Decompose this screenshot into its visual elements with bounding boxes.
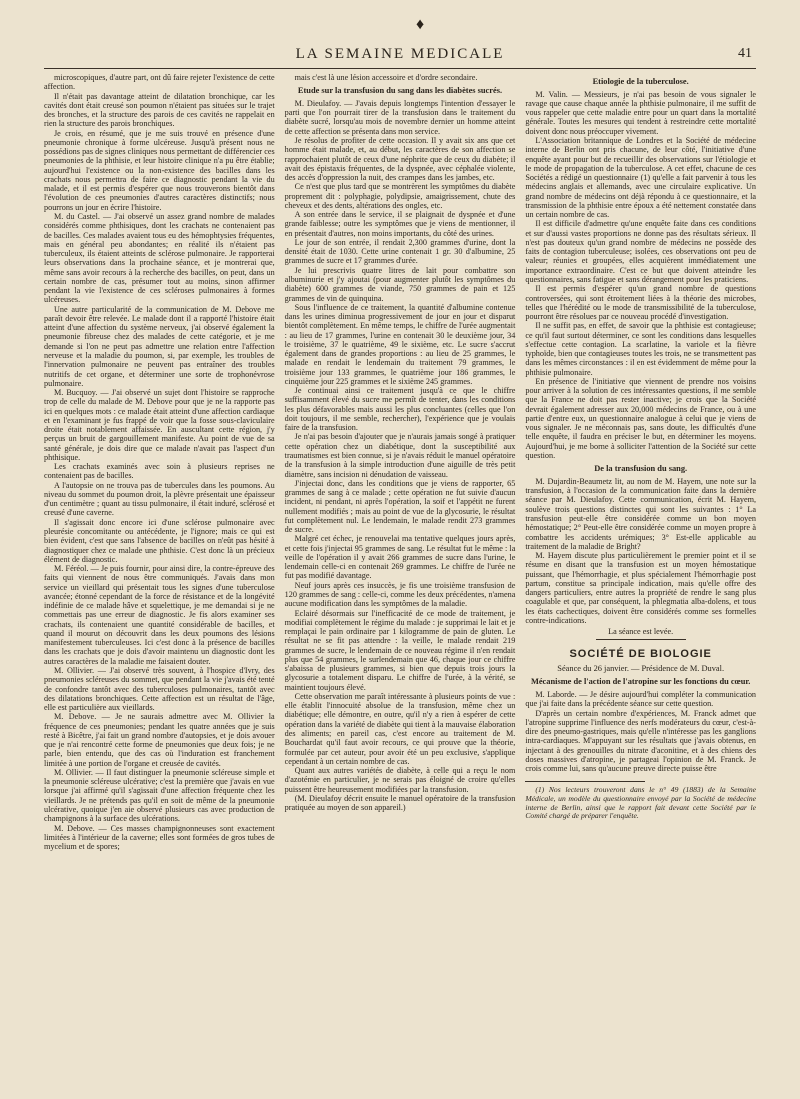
paragraph: M. Féréol. — Je puis fournir, pour ainsi dire, la contre-épreuve des faits qui viennent de nous être communiqués. J'avais dans mon service un vieillard qui présentait tous les signes d'une tuberculose avancée; étonné cependant de la force de résistance et de la longévité indéfinie de ce malade hâve et squelettique, je me demandai si je ne commettais pas une erreur de diagnostic. Je fis alors examiner ses crachats, ils contenaient une quantité considérable de bacilles, et quand il mourut on découvrit dans les deux poumons des lésions manifestement tuberculeuses. Ici c'est donc à la présence de bacilles dans les crachats que je dois d'avoir maintenu un diagnostic dont les autres caractères de la maladie me faisaient douter. [44, 564, 275, 666]
footnote-divider [525, 781, 645, 782]
paragraph: En présence de l'initiative que viennent de prendre nos voisins pour arriver à la solution de ces intéressantes questions, il me semble que la France ne doit pas rester inactive; je crois que la Société devrait également adresser aux 20,000 médecins de France, ou à une partie d'entre eux, un questionnaire analogue à celui que je viens de vous signaler. Je ne méconnais pas, sans doute, les difficultés d'une telle enquête, il faudra en préciser le but, en déterminer les moyens. Aujourd'hui, je me borne à solliciter l'attention de la Société sur cette question. [525, 376, 757, 461]
session-closing: La séance est levée. [608, 627, 674, 637]
paragraph: Il n'était pas davantage atteint de dilatation bronchique, car les cavités dont était creusé son poumon n'étaient pas situées sur le trajet des bronches, et la structure des parois de ces cavités ne rappelait en rien la structure des parois bronchiques. [44, 91, 275, 129]
paragraph: M. Bucquoy. — J'ai observé un sujet dont l'histoire se rapproche trop de celle du malade de M. Debove pour que je ne la rapporte pas ici en quelques mots : ce malade était atteint d'une affection cardiaque et en l'examinant je fus frappé de voir que la fosse sous-claviculaire droite était notablement affaissée. En auscultant cette région, j'y perçus un bruit de gargouillement manifeste. Au point de vue de sa santé générale, je dois dire que ce malade n'avait pas l'aspect d'un phthisique. [44, 388, 275, 462]
section-title: De la transfusion du sang. [594, 464, 688, 474]
column-3 [525, 73, 756, 851]
paragraph: J'injectai donc, dans les conditions que je viens de rapporter, 65 grammes de sang à ce malade ; cette opération ne fut suivie d'aucun incident, ni pendant, ni après l'opération, la soif et l'appétit ne furent nullement modifiés ; mais au point de vue de la glycosurie, le résultat fut complètement nul. Le lendemain, le malade rendit 273 grammes de sucre. [284, 478, 516, 535]
paragraph: Je continuai ainsi ce traitement jusqu'à ce que le chiffre suffisamment élevé du sucre me permît de tenter, dans les conditions les plus défavorables mais aussi les plus concluantes (celles que l'on doit toujours, il me semble, rechercher), l'expérience que je voulais faire de la transfusion. [284, 386, 516, 433]
paragraph: Malgré cet échec, je renouvelai ma tentative quelques jours après, et cette fois j'injectai 95 grammes de sang. Le résultat fut le même : la veille de l'opération il y avait 266 grammes de sucre dans l'urine, le lendemain celle-ci en contenait 269 grammes. Le chiffre de l'urée ne fut pas modifié davantage. [284, 534, 516, 581]
paragraph: Le jour de son entrée, il rendait 2,300 grammes d'urine, dont la densité était de 1030. Cette urine contenait 1 gr. 30 d'albumine, 25 grammes de sucre et 17 grammes d'urée. [284, 237, 516, 266]
paragraph: M. Dieulafoy. — J'avais depuis longtemps l'intention d'essayer le parti que l'on pourrait tirer de la transfusion dans le traitement du diabète sucré, lorsqu'au mois de novembre dernier un homme atteint de cette affection se présenta dans mon service. [284, 98, 516, 136]
paragraph: D'après un certain nombre d'expériences, M. Franck admet que l'atropine supprime l'influence des nerfs modérateurs du cœur, c'est-à-dire des pneumo-gastriques, mais qu'elle n'intéresse pas les ganglions intra-cardiaques. M'appuyant sur les résultats que j'avais obtenus, en injectant à des grenouilles du nitrate d'aconitine, et à des chiens des doses massives d'atropine, je partageai l'opinion de M. Franck. Je crois comme lui, sans qu'aucune preuve directe puisse être [525, 708, 757, 774]
paragraph: A l'autopsie on ne trouva pas de tubercules dans les poumons. Au niveau du sommet du poumon droit, la plèvre présentait une épaisseur d'un centimètre ; quant au tissu pulmonaire, il était induré, sclérosé et creusé d'une caverne. [44, 480, 275, 518]
paragraph: Une autre particularité de la communication de M. Debove me paraît devoir être relevée. Le malade dont il a rapporté l'histoire était atteint d'une affection du système nerveux, j'ai observé également la pneumonie fibreuse chez des malades de cette catégorie, et je me demande si l'on ne peut pas admettre une relation entre l'affection nerveuse et la maladie du poumon, si, par exemple, les troubles de l'innervation pulmonaire ne peuvent pas entraîner des troubles nutritifs de cet organe, et déterminer une sorte de trophonévrose pulmonaire. [44, 304, 275, 388]
paragraph: M. du Castel. — J'ai observé un assez grand nombre de malades considérés comme phthisiques, dont les crachats ne contenaient pas de bacilles. Ces malades avaient tous eu des hémophtysies fréquentes, mais en général peu abondantes; en réalité ils n'étaient pas tuberculeux, ils étaient atteints de sclérose pulmonaire. Je rapporterai leurs observations dans la prochaine séance, et je montrerai que, même sans avoir recours à la recherche des bacilles, on peut, dans un certain nombre de cas, présumer tout au moins, sinon affirmer pendant la vie l'existence de ces scléroses pulmonaires à formes ulcéreuses. [44, 211, 275, 305]
paragraph: (M. Dieulafoy décrit ensuite le manuel opératoire de la transfusion pratiquée au moyen de son appareil.) [284, 793, 516, 813]
paragraph: A son entrée dans le service, il se plaignait de dyspnée et d'une grande faiblesse; outre les symptômes que je viens de mentionner, il en présentait d'autres, non moins importants, du côté des urines. [284, 210, 516, 238]
column-2 [285, 73, 516, 851]
running-title: LA SEMAINE MEDICALE [295, 46, 505, 62]
paragraph: M. Ollivier. — J'ai observé très souvent, à l'hospice d'Ivry, des pneumonies scléreuses du sommet, que pendant la vie j'avais été tenté de confondre tantôt avec des tuberculoses pulmonaires, tantôt avec des dilatations bronchiques. Cette affection est un résultat de l'âge, elle est particulière aux vieillards. [44, 666, 275, 713]
text-columns [44, 73, 756, 851]
paragraph: Les crachats examinés avec soin à plusieurs reprises ne contenaient pas de bacilles. [44, 462, 275, 481]
paragraph: M. Debove. — Ces masses champignonneuses sont exactement limitées à l'intérieur de la caverne; elles sont formées de gros tubes de mycelium et de spores; [44, 823, 275, 852]
paragraph: M. Hayem discute plus particulièrement le premier point et il se résume en disant que la transfusion est un moyen hémostatique puissant, que l'hémorrhagie, et plus spécialement l'hémorrhagie post partum, constitue sa principale indication, mais qu'elle offre des dangers particuliers, entre autres la propriété de rendre le sang plus coagulable et que, par conséquent, la phlegmatia alba-dolens, et tous les états cachectiques, doivent être considérés comme ses formelles contre-indications. [525, 551, 757, 625]
paragraph: Je crois, en résumé, que je me suis trouvé en présence d'une pneumonie chronique à forme ulcéreuse. Jusqu'à présent nous ne possédions pas de signes cliniques nous permettant de différencier ces pneumonies de la phthisie, et leur histoire clinique n'a pu être établie; aujourd'hui l'existence ou la non-existence des bacilles dans les crachats nous permettra de faire ce diagnostic pendant la vie du malade, et il est permis d'espérer que nous trouverons bientôt dans l'évolution de ces pneumonies d'autres caractères distinctifs; nous pourrons un jour en écrire l'histoire. [44, 128, 275, 212]
society-title: SOCIÉTÉ DE BIOLOGIE [569, 648, 712, 661]
paragraph: Je lui prescrivis quatre litres de lait pour combattre son albuminurie et j'y ajoutai (pour augmenter plutôt les symptômes du diabète) 600 grammes de viande, 750 grammes de pain et 125 grammes de vin de quinquina. [284, 265, 516, 303]
paragraph: Il ne suffit pas, en effet, de savoir que la phthisie est contagieuse; ce qu'il faut surtout déterminer, ce sont les conditions dans lesquelles s'effectue cette contagion. La scarlatine, la variole et la fièvre typhoïde, bien que contagieuses toutes les trois, ne se transmettent pas dans les mêmes circonstances : il en est évidemment de même pour la phthisie pulmonaire. [525, 321, 757, 377]
paragraph: M. Dujardin-Beaumetz lit, au nom de M. Hayem, une note sur la transfusion, à l'occasion de la communication faite dans la dernière séance par M. Dieulafoy. Cette communication, écrit M. Hayem, soulève trois questions distinctes qui sont les suivantes : 1° La transfusion peut-elle être considérée comme un bon moyen hémostatique; 2° Peut-elle être considérée comme un moyen propre à combattre les accidents urémiques; 3° Est-elle applicable au traitement de la maladie de Bright? [525, 476, 757, 551]
footnote: (1) Nos lecteurs trouveront dans le n° 49 (1883) de la Semaine Médicale, un modèle du questionnaire envoyé par la Société de médecine interne de Berlin, ainsi que le rapport fait devant cette Société par le Comité chargé de préparer l'enquête. [525, 785, 757, 821]
paragraph: Cette observation me paraît intéressante à plusieurs points de vue : elle établit l'innocuité absolue de la transfusion, même chez un diabétique; elle démontre, en outre, qu'il n'y a rien à espérer de cette opération dans la variété de diabète qui tient à la mauvaise élaboration des aliments; en pareil cas, c'est encore au traitement de M. Bouchardat qu'il faut avoir recours, ce qui prouve que la théorie, formulée par cet auteur, pour avoir été un peu exclusive, s'applique cependant à un certain nombre de cas. [284, 691, 516, 766]
paragraph: Quant aux autres variétés de diabète, à celle qui a reçu le nom d'azotémie en particulier, je ne serais pas éloigné de croire qu'elles puissent être heureusement modifiées par la transfusion. [284, 766, 516, 794]
paragraph: Neuf jours après ces insuccès, je fis une troisième transfusion de 120 grammes de sang : celle-ci, comme les deux précédentes, n'amena aucune modification dans les symptômes de la maladie. [284, 580, 516, 609]
paragraph: Il s'agissait donc encore ici d'une sclérose pulmonaire avec pleurésie concomitante ou antécédente, je l'ignore; mais ce qui est bien évident, c'est que sans l'absence de bacilles on n'eût pas hésité à diagnostiquer chez ce malade une phthisie. C'est donc là un précieux élément de diagnostic. [44, 517, 275, 564]
paragraph: M. Valin. — Messieurs, je n'ai pas besoin de vous signaler le ravage que cause chaque année la phthisie pulmonaire, il me suffit de vous rappeler que cette maladie entre pour un quart dans la mortalité générale. Toutes les mesures qui tendent à restreindre cette mortalité doivent donc nous préoccuper vivement. [525, 89, 757, 136]
section-divider [596, 639, 686, 640]
section-title: Etude sur la transfusion du sang dans les diabètes sucrés. [297, 86, 503, 96]
paragraph: Je n'ai pas besoin d'ajouter que je n'aurais jamais songé à pratiquer cette opération chez un diabétique, dont la susceptibilité aux traumatismes est bien connue, si je n'avais réduit le manuel opératoire de la transfusion à la simple introduction d'une aiguille de très petit diamètre, sans incision ni dénudation de vaisseau. [284, 432, 516, 479]
section-title: Mécanisme de l'action de l'atropine sur les fonctions du cœur. [530, 677, 751, 687]
paragraph: Il est permis d'espérer qu'un grand nombre de questions controversées, qui sont étroitement liées à la théorie des microbes, telles que l'hérédité ou le mode de transmissibilité de la tuberculose, pourront être résolues par ce nouveau procédé d'investigation. [525, 284, 757, 322]
column-1 [44, 73, 275, 851]
paragraph: microscopiques, d'autre part, ont dû faire rejeter l'existence de cette affection. [44, 73, 275, 92]
page-header [44, 16, 756, 69]
paragraph: Il est difficile d'admettre qu'une enquête faite dans ces conditions et sur d'aussi vastes proportions ne donne pas des résultats sérieux. Il n'est pas douteux qu'un grand nombre de médecins ne possède des faits de contagion tuberculeuse; isolées, ces observations ont peu de valeur; réunies et groupées, elles acquièrent immédiatement une importance extraordinaire. C'est ce but que doivent atteindre les questionnaires, sans fatigue et sans dérangement pour les praticiens. [525, 219, 757, 284]
ink-mark-icon: ♦ [416, 16, 425, 33]
paragraph: M. Ollivier. — Il faut distinguer la pneumonie scléreuse simple et la pneumonie scléreuse ulcérative; c'est la première que j'avais en vue lorsque j'ai affirmé qu'il s'agissait d'une affection fréquente chez les vieillards. Je ne prétends pas qu'il en soit de même de la pneumonie ulcérative, quoique j'en aie observé plusieurs cas avec production de champignons à la surface des ulcérations. [44, 767, 275, 824]
paragraph: mais c'est là une lésion accessoire et d'ordre secondaire. [294, 73, 478, 82]
paragraph: Ce n'est que plus tard que se montrèrent les symptômes du diabète proprement dit : polyphagie, polydipsie, amaigrissement, chute des cheveux et des dents, altérations des ongles, etc. [284, 182, 516, 210]
paragraph: Eclairé désormais sur l'inefficacité de ce mode de traitement, je modifiai complètement le régime du malade : je supprimai le lait et je remplaçai le pain ordinaire par 1 kilogramme de pain de gluten. Le résultat ne se fit pas attendre : la veille, le malade rendait 219 grammes de sucre, le lendemain de ce nouveau régime il n'en rendait plus que 54 grammes, le surlendemain que 46, chaque jour ce chiffre s'abaissa de plusieurs grammes, si bien que depuis trois jours la glycosurie a totalement disparu. Le chiffre de l'urée, à la vérité, se maintient toujours élevé. [284, 608, 516, 692]
paragraph: M. Laborde. — Je désire aujourd'hui compléter la communication que j'ai faite dans la précédente séance sur cette question. [525, 690, 757, 709]
page-number: 41 [738, 46, 752, 61]
seance-line: Séance du 26 janvier. — Présidence de M. Duval. [557, 663, 725, 673]
section-title: Etiologie de la tuberculose. [592, 77, 689, 86]
paragraph: Sous l'influence de ce traitement, la quantité d'albumine contenue dans les urines diminua progressivement de jour en jour et disparut bientôt complètement. En même temps, le chiffre de l'urée augmentait : au lieu de 17 grammes, l'urine en contenait 30 le deuxième jour, 34 le troisième, 37 le quatrième, 49 le sixième, etc. Le sucre s'accrut également dans de grandes proportions : au lieu de 25 grammes, le malade en rendait le lendemain du traitement 79 grammes, le troisième jour 133 grammes, le quatrième jour 186 grammes, le cinquième jour 225 grammes et le sixième 245 grammes. [284, 302, 516, 386]
paragraph: M. Debove. — Je ne saurais admettre avec M. Ollivier la fréquence de ces pneumonies; pendant les quatre années que je suis resté à Bicêtre, j'ai fait un grand nombre d'autopsies, et je dois avouer que je n'ai rencontré cette forme de pneumonies que deux fois; je ne parle, bien entendu, que des cas où l'induration est franchement limitée à une portion de l'organe et creusée de cavités. [44, 712, 275, 768]
paragraph: Je résolus de profiter de cette occasion. Il y avait six ans que cet homme était malade, et, au début, les caractères de son affection se rapprochaient plutôt de ceux d'une néphrite que de ceux du diabète; il avait des épistaxis fréquentes, de la dyspnée, avec céphalée violente, des accès d'oppression la nuit, des crampes dans les jambes, etc. [284, 135, 516, 183]
paragraph: L'Association britannique de Londres et la Société de médecine interne de Berlin ont pris chacune, de leur côté, l'initiative d'une enquête ayant pour but de recueillir des observations sur l'étiologie et le mode de propagation de la tuberculose. A cet effet, chacune de ces Sociétés a rédigé un questionnaire (1) qu'elle a fait parvenir à tous les médecins anglais et allemands, avec une circulaire explicative. Un grand nombre de médecins ont déjà répondu à ce questionnaire, et la transmission de la phthisie entre époux a été nettement constatée dans un certain nombre de cas. [525, 135, 757, 220]
